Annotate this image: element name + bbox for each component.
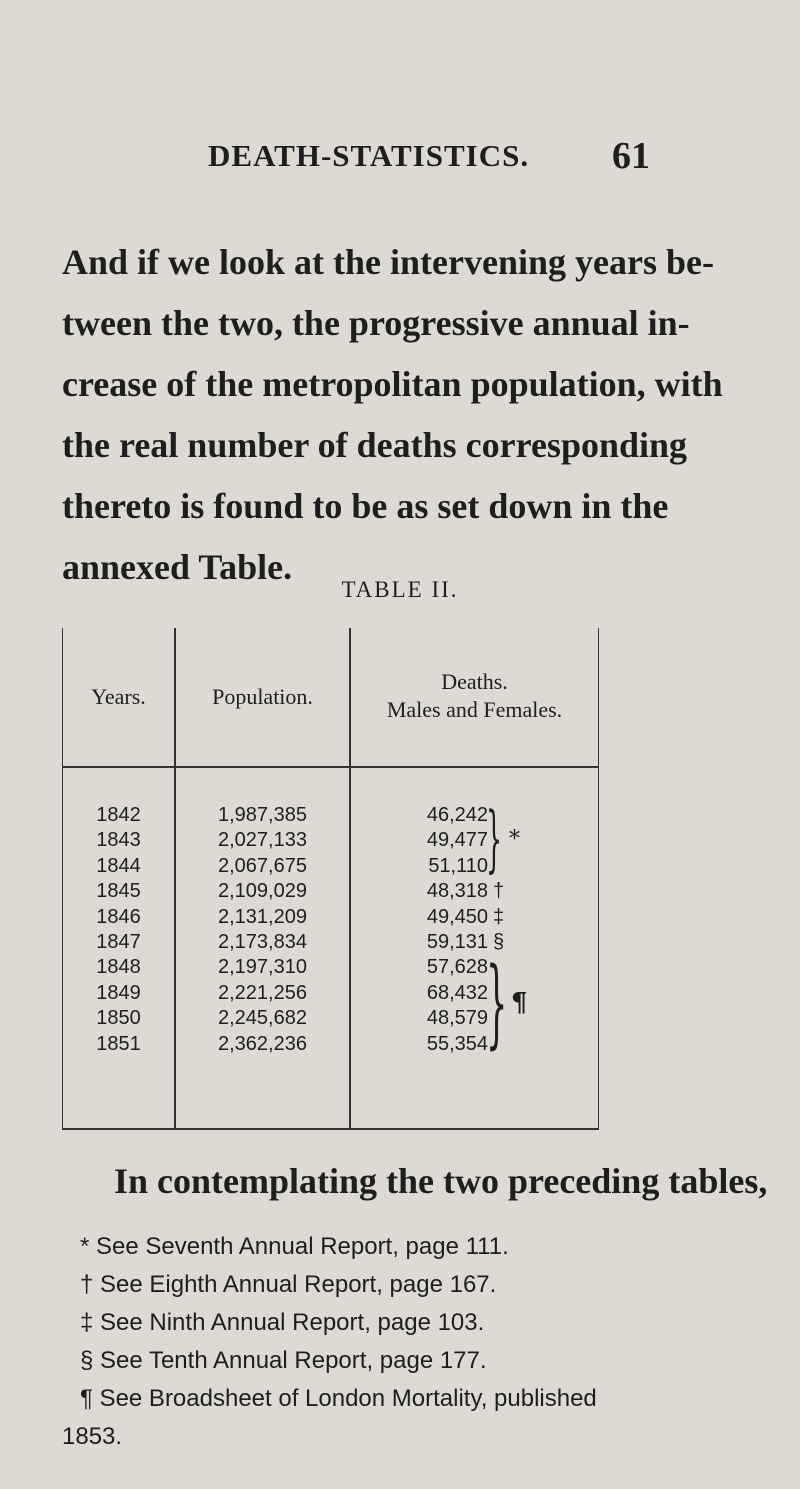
page-header <box>0 135 800 178</box>
paragraph-line: crease of the metropolitan population, with <box>62 364 723 404</box>
footnote-mark: † <box>493 880 505 903</box>
running-title: DEATH-STATISTICS. <box>208 138 530 173</box>
header-deaths <box>351 668 598 724</box>
deaths-cell: 68,432 <box>426 981 488 1004</box>
year-cell: 1848 <box>96 956 141 979</box>
table-title: TABLE II. <box>341 577 459 602</box>
footnotes <box>62 1228 782 1456</box>
population-cell: 2,027,133 <box>218 829 307 852</box>
header-population: Population. <box>212 684 313 709</box>
footnote: ‡ See Ninth Annual Report, page 103. <box>80 1309 485 1336</box>
population-cell: 1,987,385 <box>218 804 307 826</box>
deaths-cell: 49,477 <box>426 829 488 852</box>
deaths-cell: 49,450 <box>426 905 488 928</box>
population-cell: 2,245,682 <box>218 1007 307 1030</box>
footnote: § See Tenth Annual Report, page 177. <box>80 1347 487 1374</box>
mortality-table <box>62 628 599 1130</box>
year-cell: 1844 <box>96 854 141 877</box>
population-cell: 2,197,310 <box>218 956 307 979</box>
year-cell: 1850 <box>96 1007 141 1030</box>
paragraph-line: And if we look at the intervening years be- <box>62 242 714 282</box>
year-cell: 1845 <box>96 880 141 903</box>
population-cell: 2,221,256 <box>218 981 307 1004</box>
header-deaths-title: Deaths. <box>441 669 508 694</box>
deaths-cell: 57,628 <box>426 956 488 979</box>
population-cell: 2,131,209 <box>218 905 307 928</box>
deaths-cell: 55,354 <box>426 1032 488 1055</box>
deaths-cell: 48,579 <box>426 1007 488 1030</box>
deaths-column <box>408 803 488 1057</box>
year-cell: 1843 <box>96 829 141 852</box>
footnote-mark: ‡ <box>493 905 505 928</box>
population-cell: 2,067,675 <box>218 854 307 877</box>
deaths-cell: 46,242 <box>426 804 488 826</box>
paragraph-line: annexed Table. <box>62 547 293 587</box>
brace-footnote-mark: * <box>509 827 520 852</box>
footnote: * See Seventh Annual Report, page 111. <box>80 1233 509 1260</box>
year-cell: 1847 <box>96 931 141 954</box>
paragraph-line: tween the two, the progressive annual in- <box>62 303 690 343</box>
paragraph-line: the real number of deaths corresponding <box>62 425 688 465</box>
year-cell: 1842 <box>96 804 141 826</box>
header-deaths-subtitle: Males and Females. <box>386 697 563 722</box>
page-number: 61 <box>612 135 650 177</box>
footnote: ¶ See Broadsheet of London Mortality, published <box>80 1385 597 1412</box>
year-cell: 1846 <box>96 905 141 928</box>
right-brace-icon: } <box>486 947 508 1059</box>
footnote: † See Eighth Annual Report, page 167. <box>80 1271 497 1298</box>
closing-line: In contemplating the two preceding tables, <box>114 1161 768 1201</box>
years-column <box>63 803 174 1057</box>
footnote-continuation: 1853. <box>62 1423 123 1450</box>
paragraph-line: thereto is found to be as set down in the <box>62 486 669 526</box>
header-rule <box>63 766 598 768</box>
deaths-cell: 48,318 <box>426 880 488 903</box>
brace-footnote-mark: ¶ <box>511 988 528 1018</box>
population-column <box>176 803 349 1057</box>
body-paragraph <box>62 232 762 598</box>
population-cell: 2,173,834 <box>218 931 307 954</box>
deaths-cell: 51,110 <box>428 854 488 877</box>
footnote-mark: § <box>493 930 505 953</box>
header-years: Years. <box>91 684 146 709</box>
population-cell: 2,109,029 <box>218 880 307 903</box>
year-cell: 1851 <box>96 1032 141 1055</box>
population-cell: 2,362,236 <box>218 1032 307 1055</box>
year-cell: 1849 <box>96 981 141 1004</box>
deaths-cell: 59,131 <box>426 931 488 954</box>
right-brace-icon: } <box>486 796 503 880</box>
